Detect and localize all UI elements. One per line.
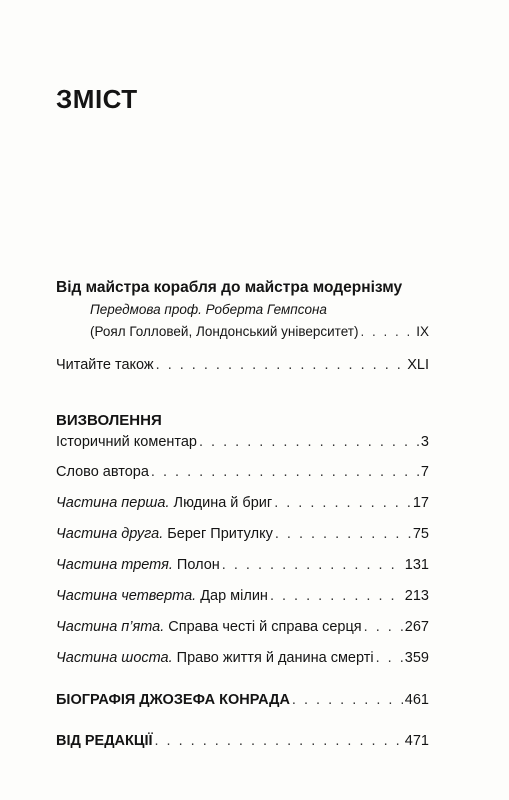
dot-leader [222, 557, 403, 573]
toc-entry[interactable] [56, 557, 429, 573]
toc-entry-label: БІОГРАФІЯ ДЖОЗЕФА КОНРАДА [56, 692, 290, 708]
toc-entry-label: Читайте також [56, 357, 154, 373]
toc-page-number: 213 [404, 588, 429, 604]
part-title: Берег Притулку [163, 526, 273, 542]
toc-entry-see-also[interactable] [56, 357, 429, 373]
toc-entry[interactable] [56, 495, 429, 511]
dot-leader [376, 650, 403, 666]
part-prefix: Частина перша. [56, 495, 170, 511]
part-title: Право життя й данина смерті [172, 650, 374, 666]
part-prefix: Частина друга. [56, 526, 164, 542]
toc-entry[interactable] [56, 588, 429, 604]
dot-leader [270, 588, 403, 604]
toc-entry-label [56, 588, 268, 604]
toc-entry-label [56, 650, 374, 666]
toc-entry-label [56, 526, 273, 542]
dot-leader [156, 357, 406, 373]
toc-entry-label: (Роял Голловей, Лондонський університет) [90, 324, 359, 339]
toc-entry[interactable] [56, 464, 429, 480]
toc-page-number: 3 [420, 434, 429, 450]
toc-page-number: 471 [404, 733, 429, 749]
toc-entry-label: Історичний коментар [56, 434, 197, 450]
part-prefix: Частина п’ята. [56, 619, 165, 635]
part-prefix: Частина третя. [56, 557, 173, 573]
toc-entry-label [56, 557, 220, 573]
toc-page-number: 7 [420, 464, 429, 480]
toc-entry-affiliation[interactable] [90, 324, 429, 339]
toc-page-number: IX [416, 324, 429, 339]
dot-leader [275, 526, 411, 542]
toc-entry-biography[interactable] [56, 692, 429, 708]
toc-entry[interactable] [56, 650, 429, 666]
dot-leader [292, 692, 403, 708]
toc-entry-label [56, 495, 272, 511]
toc-page-number: XLI [407, 357, 429, 373]
part-title: Полон [172, 557, 220, 573]
toc-page-number: 267 [404, 619, 429, 635]
toc-entry-label: ВІД РЕДАКЦІЇ [56, 733, 153, 749]
toc-entry[interactable] [56, 434, 429, 450]
toc-entry[interactable] [56, 526, 429, 542]
part-prefix: Частина четверта. [56, 588, 197, 604]
section-heading: ВИЗВОЛЕННЯ [56, 412, 162, 429]
toc-page-number: 461 [404, 692, 429, 708]
toc-page-number: 359 [404, 650, 429, 666]
part-title: Дар мілин [196, 588, 268, 604]
toc-entry[interactable] [56, 619, 429, 635]
dot-leader [154, 733, 402, 749]
part-title: Справа честі й справа серця [164, 619, 362, 635]
toc-entry-label: Слово автора [56, 464, 149, 480]
toc-page-number: 131 [404, 557, 429, 573]
dot-leader [274, 495, 411, 511]
toc-page-number: 75 [412, 526, 429, 542]
toc-entry-editorial[interactable] [56, 733, 429, 749]
part-prefix: Частина шоста. [56, 650, 173, 666]
dot-leader [364, 619, 403, 635]
toc-entry-label [56, 619, 362, 635]
dot-leader [199, 434, 419, 450]
part-title: Людина й бриг [169, 495, 273, 511]
toc-page-number: 17 [412, 495, 429, 511]
page-title: ЗМІСТ [56, 84, 138, 114]
intro-subtitle: Передмова проф. Роберта Гемпсона [90, 302, 327, 317]
dot-leader [151, 464, 419, 480]
dot-leader [360, 324, 414, 339]
intro-heading: Від майстра корабля до майстра модернізму [56, 279, 403, 296]
